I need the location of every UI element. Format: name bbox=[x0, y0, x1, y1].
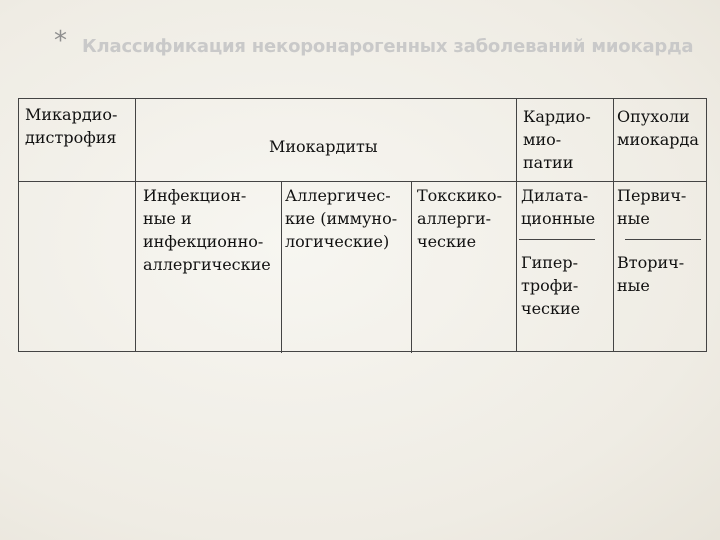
table-divider bbox=[613, 99, 614, 351]
cell-dystrophy: Микардио- дистрофия bbox=[25, 105, 118, 147]
slide-title: Классификация некоронарогенных заболеваний миокарда bbox=[82, 36, 694, 57]
cell-infectious: Инфекцион- ные и инфекционно- аллергические bbox=[143, 186, 271, 274]
table-divider bbox=[411, 181, 412, 353]
cell-tumors: Опухоли миокарда bbox=[617, 107, 699, 149]
table-divider bbox=[625, 239, 701, 240]
cell-myocarditis: Миокардиты bbox=[269, 137, 378, 156]
cell-hypertrophic: Гипер- трофи- ческие bbox=[521, 253, 581, 318]
table-divider bbox=[519, 239, 595, 240]
table-divider bbox=[281, 181, 282, 353]
cell-primary: Первич- ные bbox=[617, 186, 687, 228]
cell-secondary: Вторич- ные bbox=[617, 253, 685, 295]
table-divider bbox=[135, 99, 136, 351]
cell-allergic: Аллергичес- кие (иммуно- логические) bbox=[285, 186, 398, 251]
table-divider bbox=[19, 181, 706, 182]
cell-cardiomyopathies: Кардио- мио- патии bbox=[523, 107, 591, 172]
classification-table bbox=[18, 98, 707, 352]
cell-dilated: Дилата- ционные bbox=[521, 186, 596, 228]
cell-toxic: Токскико- аллерги- ческие bbox=[417, 186, 502, 251]
table-divider bbox=[516, 99, 517, 351]
title-bullet: * bbox=[54, 26, 67, 56]
